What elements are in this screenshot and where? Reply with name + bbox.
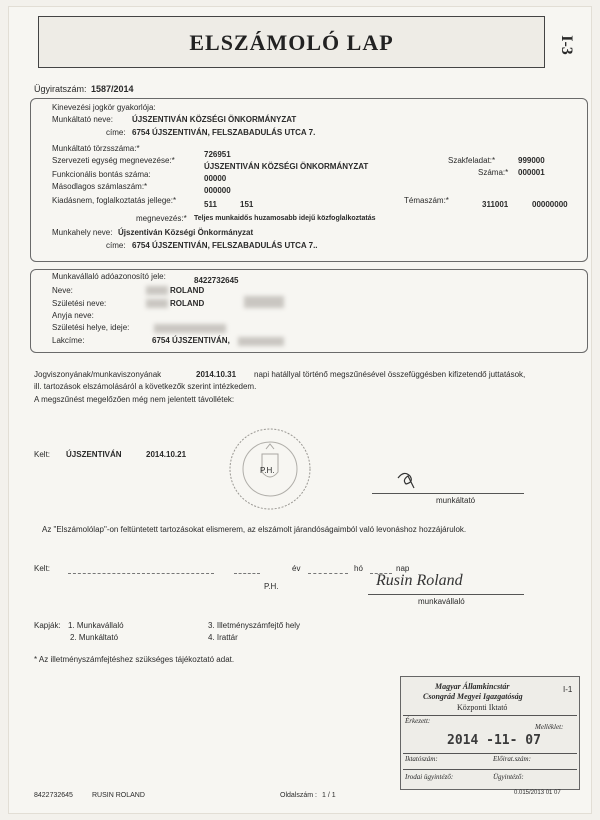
tax-id-value: 8422732645 — [194, 276, 239, 285]
stamp-received-label: Érkezett: — [405, 717, 431, 725]
employee-sign-line — [368, 594, 524, 595]
stamp-code: I-1 — [563, 685, 573, 694]
sector-label: Szakfeladat:* — [448, 156, 496, 165]
employee-name: ROLAND — [170, 286, 205, 295]
issue-ph-label: P.H. — [260, 466, 275, 475]
document-page — [8, 6, 592, 814]
footer-page-label: Oldalszám : — [280, 792, 317, 799]
case-number-label: Ügyiratszám: — [34, 84, 87, 94]
secondary-value: 000000 — [204, 186, 231, 195]
stamp-divider-3 — [403, 769, 577, 770]
tax-id-label: Munkavállaló adóazonosító jele: — [52, 272, 166, 281]
termination-date: 2014.10.31 — [196, 370, 237, 379]
employee-address: 6754 ÚJSZENTIVÁN, — [152, 336, 230, 345]
ack-month-line — [308, 573, 348, 574]
employer-section-label: Kinevezési jogkör gyakorlója: — [52, 103, 156, 112]
stamp-line-2: Csongrád Megyei Igazgatóság — [423, 692, 523, 701]
employer-address: 6754 ÚJSZENTIVÁN, FELSZABADULÁS UTCA 7. — [132, 128, 316, 137]
copy-3: 3. Illetményszámfejtő hely — [208, 621, 301, 630]
stamp-officer-label: Előirat.szám: — [493, 755, 531, 763]
footnote: * Az illetményszámfejtéshez szükséges tájékoztató adat. — [34, 655, 235, 664]
issue-place: ÚJSZENTIVÁN — [66, 450, 122, 459]
secondary-label: Másodlagos számlaszám:* — [52, 182, 148, 191]
ack-place-line — [68, 573, 214, 574]
redaction-mark — [244, 296, 284, 308]
topic-value-1: 311001 — [482, 200, 509, 209]
employer-sign-line — [372, 493, 524, 494]
employer-box — [30, 98, 588, 262]
stamp-line-3: Központi Iktató — [457, 703, 508, 712]
copies-label: Kapják: — [34, 621, 61, 630]
stamp-received-date: 2014 -11- 07 — [447, 733, 541, 748]
employee-address-label: Lakcíme: — [52, 336, 85, 345]
func-label: Funkcionális bontás száma: — [52, 170, 151, 179]
expenditure-code-1: 511 — [204, 200, 217, 209]
redaction-address — [238, 337, 284, 346]
footer-name: RUSIN ROLAND — [92, 792, 145, 799]
employee-box — [30, 269, 588, 353]
case-number: 1587/2014 — [91, 84, 134, 94]
issue-date: 2014.10.21 — [146, 450, 187, 459]
ack-day-label: nap — [396, 564, 410, 573]
employer-signature — [394, 468, 424, 492]
expenditure-code-2: 151 — [240, 200, 254, 209]
redaction-name — [146, 286, 168, 295]
stamp-handled-label: Irodai ügyintéző: — [405, 773, 454, 781]
copy-1: 1. Munkavállaló — [68, 621, 124, 630]
footer-tax-id: 8422732645 — [34, 792, 73, 799]
employee-signature: Rusin Roland — [376, 572, 463, 589]
org-label: Szervezeti egység megnevezése:* — [52, 156, 175, 165]
org-value: ÚJSZENTIVÁN KÖZSÉGI ÖNKORMÁNYZAT — [204, 162, 369, 171]
employee-name-label: Neve: — [52, 286, 73, 295]
stamp-divider-2 — [403, 753, 577, 754]
stamp-clerk-label: Ügyintéző: — [493, 773, 524, 781]
employer-sign-label: munkáltató — [436, 496, 476, 505]
ack-kelt-label: Kelt: — [34, 564, 51, 573]
workplace-address: 6754 ÚJSZENTIVÁN, FELSZABADULÁS UTCA 7.. — [132, 241, 318, 250]
body-line-2: ill. tartozások elszámolásáról a következők szerint intézkedem. — [34, 382, 257, 391]
acknowledgement-text: Az "Elszámolólap"-on feltüntetett tartozásokat elismerem, az elszámolt járandóságaimból való levonáshoz hozzájárulok. — [42, 525, 467, 534]
footer-page: 1 / 1 — [322, 792, 336, 799]
reg-label: Munkáltató törzsszáma:* — [52, 144, 140, 153]
stamp-reg-label: Iktatószám: — [405, 755, 438, 763]
sector-value: 999000 — [518, 156, 545, 165]
birth-name-label: Születési neve: — [52, 299, 107, 308]
func-value: 00000 — [204, 174, 227, 183]
body-line-3: A megszűnést megelőzően még nem jelentett távollétek: — [34, 395, 235, 404]
birth-name: ROLAND — [170, 299, 205, 308]
document-title: ELSZÁMOLÓ LAP — [189, 30, 394, 55]
ack-year-label: év — [292, 564, 301, 573]
form-code: I-3 — [557, 35, 575, 55]
sector-number-label: Száma:* — [478, 168, 509, 177]
reg-value: 726951 — [204, 150, 231, 159]
employer-name-label: Munkáltató neve: — [52, 115, 113, 124]
sector-number-value: 000001 — [518, 168, 545, 177]
stamp-line-1: Magyar Államkincstár — [435, 682, 510, 691]
topic-label: Témaszám:* — [404, 196, 449, 205]
workplace-label: Munkahely neve: — [52, 228, 113, 237]
employer-name: ÚJSZENTIVÁN KÖZSÉGI ÖNKORMÁNYZAT — [132, 115, 297, 124]
birth-place-label: Születési helye, ideje: — [52, 323, 130, 332]
copy-2: 2. Munkáltató — [70, 633, 119, 642]
stamp-divider-1 — [403, 715, 577, 716]
mother-name-label: Anyja neve: — [52, 311, 94, 320]
issue-kelt-label: Kelt: — [34, 450, 51, 459]
ack-ph-label: P.H. — [264, 582, 279, 591]
stamp-attachment-label: Melléklet: — [535, 723, 564, 731]
footer-code: 0.015/2013 01 07 — [514, 790, 561, 796]
designation-label: megnevezés:* — [136, 214, 187, 223]
title-box — [38, 16, 545, 68]
redaction-birth-place — [154, 324, 226, 333]
topic-value-2: 00000000 — [532, 200, 568, 209]
ack-year-line — [234, 573, 260, 574]
ack-month-label: hó — [354, 564, 363, 573]
expenditure-label: Kiadásnem, foglalkoztatás jellege:* — [52, 196, 177, 205]
designation-value: Teljes munkaidős huzamosabb idejű közfoglalkoztatás — [194, 215, 376, 222]
workplace-name: Újszentiván Községi Önkormányzat — [118, 228, 254, 237]
copy-4: 4. Irattár — [208, 633, 238, 642]
employer-address-label: címe: — [106, 128, 126, 137]
employee-sign-label: munkavállaló — [418, 597, 465, 606]
body-line-1a: Jogviszonyának/munkaviszonyának — [34, 370, 162, 379]
receipt-stamp — [400, 676, 580, 790]
body-line-1b: napi hatállyal történő megszűnésével összefüggésben kifizetendő juttatások, — [254, 370, 526, 379]
workplace-address-label: címe: — [106, 241, 126, 250]
redaction-birth-name — [146, 299, 168, 308]
